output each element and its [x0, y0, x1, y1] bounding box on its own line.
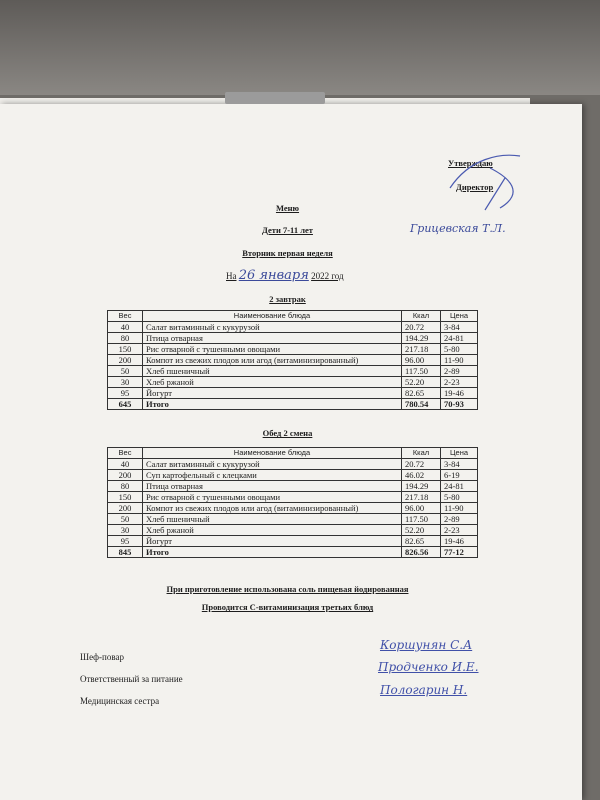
- total-weight-cell: 645: [108, 399, 143, 410]
- dish-cell: Салат витаминный с кукурузой: [143, 322, 402, 333]
- signature-name: Продченко И.Е.: [378, 660, 479, 674]
- price-cell: 11-90: [441, 355, 478, 366]
- group-title: Дети 7-11 лет: [262, 225, 313, 235]
- col-dish: Наименование блюда: [143, 448, 402, 459]
- date-line: [226, 268, 344, 283]
- col-weight: Вес: [108, 448, 143, 459]
- kcal-cell: 194.29: [402, 481, 441, 492]
- date-prefix: На: [226, 271, 237, 281]
- table-row: [108, 503, 478, 514]
- price-cell: 2-23: [441, 525, 478, 536]
- total-kcal-cell: 780.54: [402, 399, 441, 410]
- weight-cell: 80: [108, 333, 143, 344]
- dish-cell: Хлеб пшеничный: [143, 366, 402, 377]
- table-row: [108, 459, 478, 470]
- section1-title: 2 завтрак: [269, 294, 306, 304]
- dish-cell: Суп картофельный с клецками: [143, 470, 402, 481]
- weight-cell: 50: [108, 366, 143, 377]
- table-row: [108, 514, 478, 525]
- weight-cell: 200: [108, 355, 143, 366]
- signature-name: Коршунян С.А: [380, 638, 473, 652]
- price-cell: 6-19: [441, 470, 478, 481]
- table-row: [108, 366, 478, 377]
- price-cell: 5-80: [441, 492, 478, 503]
- signature-role: Ответственный за питание: [80, 674, 183, 684]
- table-row: [108, 525, 478, 536]
- table-row: [108, 492, 478, 503]
- weight-cell: 40: [108, 322, 143, 333]
- kcal-cell: 52.20: [402, 525, 441, 536]
- dish-cell: Йогурт: [143, 388, 402, 399]
- kcal-cell: 117.50: [402, 366, 441, 377]
- price-cell: 2-23: [441, 377, 478, 388]
- approve-label: Утверждаю: [448, 158, 493, 168]
- section2-table: [107, 447, 478, 558]
- col-price: Цена: [441, 448, 478, 459]
- kcal-cell: 82.65: [402, 536, 441, 547]
- signature-role: Медицинская сестра: [80, 696, 160, 706]
- total-row: [108, 399, 478, 410]
- vitamin-note: Проводится С-витаминизация третьих блюд: [201, 602, 374, 612]
- total-price-cell: 70-93: [441, 399, 478, 410]
- total-row: [108, 547, 478, 558]
- table-row: [108, 377, 478, 388]
- weight-cell: 50: [108, 514, 143, 525]
- price-cell: 2-89: [441, 366, 478, 377]
- signature-name: Пологарин Н.: [380, 683, 468, 697]
- kcal-cell: 117.50: [402, 514, 441, 525]
- salt-note: При приготовление использована соль пищевая йодированная: [166, 584, 409, 594]
- price-cell: 19-46: [441, 536, 478, 547]
- dish-cell: Компот из свежих плодов или агод (витаминизированный): [143, 503, 402, 514]
- col-kcal: Ккал: [402, 311, 441, 322]
- kcal-cell: 52.20: [402, 377, 441, 388]
- table-row: [108, 355, 478, 366]
- kcal-cell: 20.72: [402, 459, 441, 470]
- section1-table: [107, 310, 478, 410]
- price-cell: 5-80: [441, 344, 478, 355]
- col-kcal: Ккал: [402, 448, 441, 459]
- kcal-cell: 217.18: [402, 492, 441, 503]
- kcal-cell: 96.00: [402, 355, 441, 366]
- section2-body: [108, 459, 478, 558]
- col-dish: Наименование блюда: [143, 311, 402, 322]
- weight-cell: 30: [108, 377, 143, 388]
- price-cell: 3-84: [441, 322, 478, 333]
- background: [0, 0, 600, 95]
- section1-body: [108, 322, 478, 410]
- weight-cell: 200: [108, 470, 143, 481]
- weight-cell: 95: [108, 536, 143, 547]
- kcal-cell: 96.00: [402, 503, 441, 514]
- dish-cell: Хлеб ржаной: [143, 525, 402, 536]
- weight-cell: 150: [108, 492, 143, 503]
- dish-cell: Птица отварная: [143, 481, 402, 492]
- table-row: [108, 333, 478, 344]
- signature-role: Шеф-повар: [80, 652, 124, 662]
- menu-title: Меню: [275, 203, 300, 213]
- total-price-cell: 77-12: [441, 547, 478, 558]
- price-cell: 2-89: [441, 514, 478, 525]
- total-dish-cell: Итого: [143, 399, 402, 410]
- table-row: [108, 388, 478, 399]
- director-signature-name: Грицевская Т.Л.: [410, 222, 506, 235]
- kcal-cell: 46.02: [402, 470, 441, 481]
- weight-cell: 95: [108, 388, 143, 399]
- dish-cell: Хлеб пшеничный: [143, 514, 402, 525]
- total-weight-cell: 845: [108, 547, 143, 558]
- dish-cell: Рис отварной с тушенными овощами: [143, 492, 402, 503]
- kcal-cell: 20.72: [402, 322, 441, 333]
- table-row: [108, 344, 478, 355]
- weight-cell: 150: [108, 344, 143, 355]
- dish-cell: Птица отварная: [143, 333, 402, 344]
- price-cell: 19-46: [441, 388, 478, 399]
- col-price: Цена: [441, 311, 478, 322]
- table-row: [108, 322, 478, 333]
- date-handwritten: 26 января: [238, 268, 309, 283]
- price-cell: 3-84: [441, 459, 478, 470]
- weight-cell: 40: [108, 459, 143, 470]
- weight-cell: 30: [108, 525, 143, 536]
- kcal-cell: 217.18: [402, 344, 441, 355]
- table-row: [108, 536, 478, 547]
- kcal-cell: 194.29: [402, 333, 441, 344]
- weight-cell: 200: [108, 503, 143, 514]
- table-row: [108, 481, 478, 492]
- table-row: [108, 470, 478, 481]
- dish-cell: Рис отварной с тушенными овощами: [143, 344, 402, 355]
- day-title: Вторник первая неделя: [242, 248, 333, 258]
- price-cell: 11-90: [441, 503, 478, 514]
- total-kcal-cell: 826.56: [402, 547, 441, 558]
- price-cell: 24-81: [441, 333, 478, 344]
- dish-cell: Салат витаминный с кукурузой: [143, 459, 402, 470]
- clipboard-clip: [225, 92, 325, 104]
- dish-cell: Хлеб ржаной: [143, 377, 402, 388]
- total-dish-cell: Итого: [143, 547, 402, 558]
- director-label: Директор: [456, 182, 494, 192]
- price-cell: 24-81: [441, 481, 478, 492]
- date-suffix: 2022 год: [311, 271, 344, 281]
- section2-title: Обед 2 смена: [262, 428, 313, 438]
- kcal-cell: 82.65: [402, 388, 441, 399]
- dish-cell: Компот из свежих плодов или агод (витаминизированный): [143, 355, 402, 366]
- weight-cell: 80: [108, 481, 143, 492]
- col-weight: Вес: [108, 311, 143, 322]
- dish-cell: Йогурт: [143, 536, 402, 547]
